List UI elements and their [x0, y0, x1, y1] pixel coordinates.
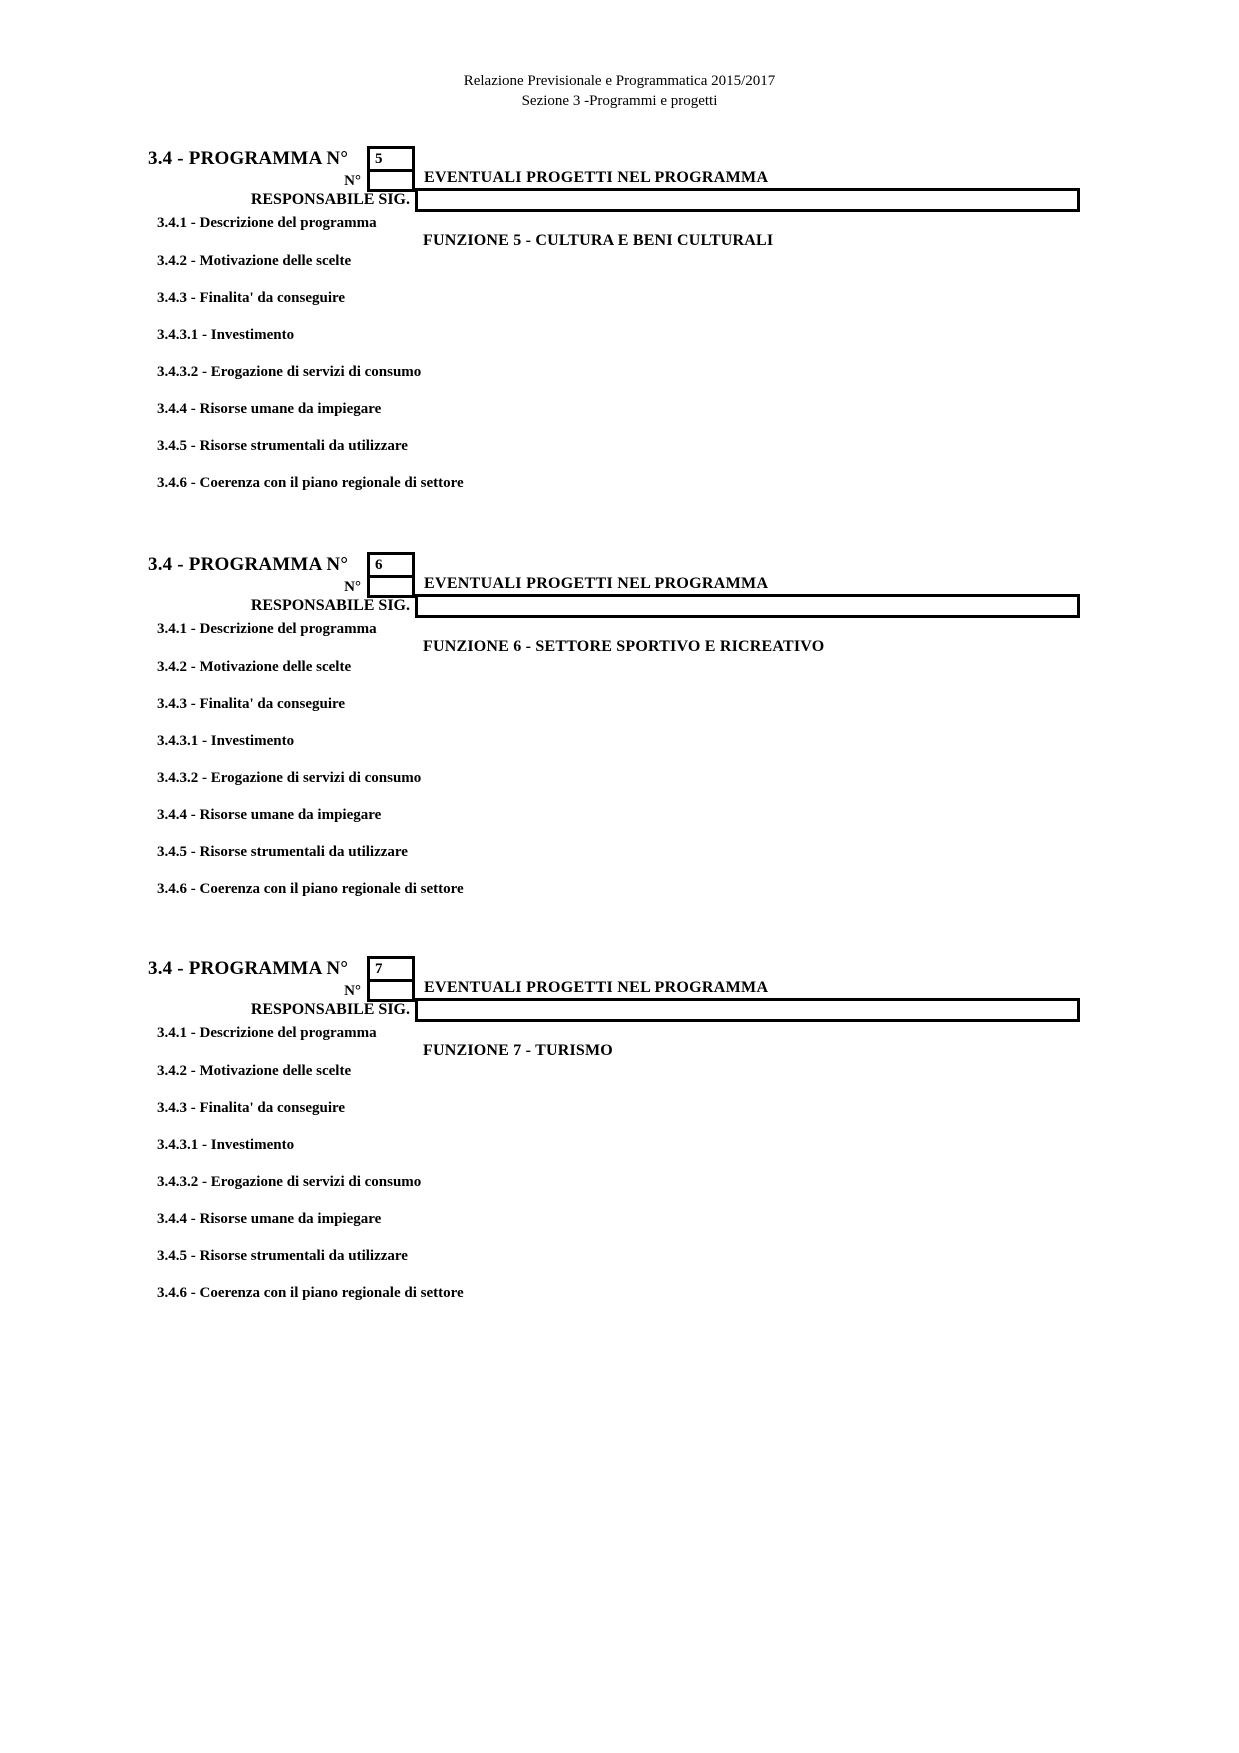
- eventuali-progetti-heading: EVENTUALI PROGETTI NEL PROGRAMMA: [424, 575, 769, 592]
- item-3-4-1: 3.4.1 - Descrizione del programma: [157, 1025, 377, 1041]
- item-3-4-2: 3.4.2 - Motivazione delle scelte: [157, 659, 352, 675]
- program-header-label: 3.4 - PROGRAMMA N°: [148, 554, 349, 575]
- item-3-4-3: 3.4.3 - Finalita' da conseguire: [157, 696, 346, 712]
- responsabile-label: RESPONSABILE SIG.: [250, 191, 410, 208]
- item-3-4-2: 3.4.2 - Motivazione delle scelte: [157, 253, 352, 269]
- eventuali-progetti-heading: EVENTUALI PROGETTI NEL PROGRAMMA: [424, 979, 769, 996]
- progetti-count-box[interactable]: [370, 982, 412, 999]
- responsabile-field[interactable]: [415, 998, 1080, 1022]
- responsabile-field[interactable]: [415, 594, 1080, 618]
- program-number-box[interactable]: 7: [370, 959, 412, 982]
- eventuali-progetti-heading: EVENTUALI PROGETTI NEL PROGRAMMA: [424, 169, 769, 186]
- program-block-6: [0, 552, 1239, 912]
- progetti-count-label: N°: [344, 983, 361, 999]
- item-3-4-4: 3.4.4 - Risorse umane da impiegare: [157, 401, 382, 417]
- item-3-4-3-2: 3.4.3.2 - Erogazione di servizi di consumo: [157, 364, 422, 380]
- item-3-4-3-1: 3.4.3.1 - Investimento: [157, 733, 295, 749]
- program-number-group: [367, 552, 415, 598]
- item-3-4-3: 3.4.3 - Finalita' da conseguire: [157, 1100, 346, 1116]
- item-3-4-1: 3.4.1 - Descrizione del programma: [157, 215, 377, 231]
- progetti-count-box[interactable]: [370, 578, 412, 595]
- item-3-4-4: 3.4.4 - Risorse umane da impiegare: [157, 1211, 382, 1227]
- item-3-4-1: 3.4.1 - Descrizione del programma: [157, 621, 377, 637]
- item-3-4-3-2: 3.4.3.2 - Erogazione di servizi di consumo: [157, 1174, 422, 1190]
- program-number-group: [367, 146, 415, 192]
- item-3-4-3-1: 3.4.3.1 - Investimento: [157, 327, 295, 343]
- program-number-box[interactable]: 6: [370, 555, 412, 578]
- item-3-4-6: 3.4.6 - Coerenza con il piano regionale di settore: [157, 881, 464, 897]
- responsabile-label: RESPONSABILE SIG.: [250, 597, 410, 614]
- program-number-group: [367, 956, 415, 1002]
- doc-title-line1: Relazione Previsionale e Programmatica 2015/2017: [463, 73, 776, 89]
- responsabile-label: RESPONSABILE SIG.: [250, 1001, 410, 1018]
- item-3-4-4: 3.4.4 - Risorse umane da impiegare: [157, 807, 382, 823]
- item-3-4-6: 3.4.6 - Coerenza con il piano regionale di settore: [157, 1285, 464, 1301]
- program-number-box[interactable]: 5: [370, 149, 412, 172]
- progetti-count-label: N°: [344, 173, 361, 189]
- doc-title-line2: Sezione 3 -Programmi e progetti: [521, 93, 718, 109]
- item-3-4-5: 3.4.5 - Risorse strumentali da utilizzare: [157, 438, 408, 454]
- responsabile-field[interactable]: [415, 188, 1080, 212]
- program-header-label: 3.4 - PROGRAMMA N°: [148, 148, 349, 169]
- item-3-4-5: 3.4.5 - Risorse strumentali da utilizzare: [157, 844, 408, 860]
- item-3-4-2: 3.4.2 - Motivazione delle scelte: [157, 1063, 352, 1079]
- funzione-heading: FUNZIONE 7 - TURISMO: [423, 1042, 613, 1059]
- item-3-4-3-1: 3.4.3.1 - Investimento: [157, 1137, 295, 1153]
- document-header: [0, 71, 1239, 111]
- item-3-4-5: 3.4.5 - Risorse strumentali da utilizzare: [157, 1248, 408, 1264]
- program-header-label: 3.4 - PROGRAMMA N°: [148, 958, 349, 979]
- funzione-heading: FUNZIONE 6 - SETTORE SPORTIVO E RICREATIVO: [423, 638, 825, 655]
- progetti-count-box[interactable]: [370, 172, 412, 189]
- item-3-4-3-2: 3.4.3.2 - Erogazione di servizi di consumo: [157, 770, 422, 786]
- program-block-5: [0, 146, 1239, 506]
- progetti-count-label: N°: [344, 579, 361, 595]
- item-3-4-6: 3.4.6 - Coerenza con il piano regionale di settore: [157, 475, 464, 491]
- funzione-heading: FUNZIONE 5 - CULTURA E BENI CULTURALI: [423, 232, 774, 249]
- program-block-7: [0, 956, 1239, 1316]
- item-3-4-3: 3.4.3 - Finalita' da conseguire: [157, 290, 346, 306]
